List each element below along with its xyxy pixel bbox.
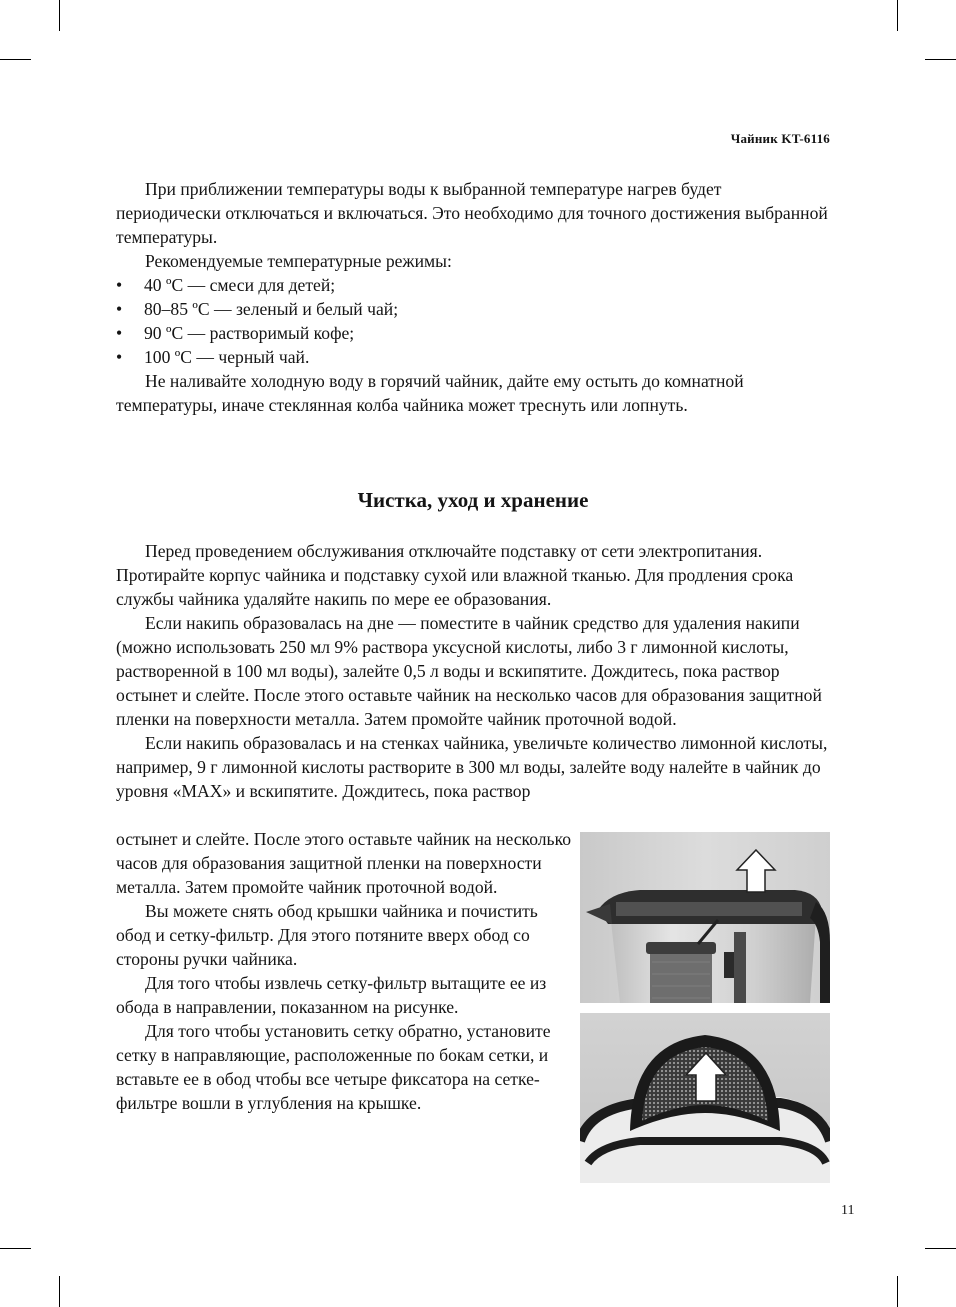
paragraph: Если накипь образовалась на дне — поместите в чайник средство для удаления накипи (можно использовать 250 мл 9% раствора уксусной кислоты, либо 3 г лимонной кислоты, растворенной в 100 мл воды), залейте 0,5 л воды и вскипятите. Дождитесь, пока раствор остынет и слейте. После этого оставьте чайник на несколько часов для образования защитной пленки на поверхности металла. Затем промойте чайник проточной водой. bbox=[116, 613, 822, 729]
paragraph: Вы можете снять обод крышки чайника и почистить обод и сетку-фильтр. Для этого потяните вверх обод со стороны ручки чайника. bbox=[116, 901, 538, 969]
paragraph: Для того чтобы извлечь сетку-фильтр вытащите ее из обода в направлении, показанном на рисунке. bbox=[116, 973, 547, 1017]
crop-mark bbox=[59, 0, 60, 31]
running-header: Чайник KT-6116 bbox=[730, 131, 830, 146]
list-item: • 100 ºС — черный чай. bbox=[116, 345, 830, 369]
paragraph: Для того чтобы установить сетку обратно, установите сетку в направляющие, расположенные по бокам сетки, и вставьте ее в обод чтобы все четыре фиксатора на сетке-фильтре вошли в углубления на крышке. bbox=[116, 1021, 551, 1113]
paragraph: Перед проведением обслуживания отключайте подставку от сети электропитания. Протирайте корпус чайника и подставку сухой или влажной тканью. Для продления срока службы чайника удаляйте накипь по мере ее образования. bbox=[116, 541, 794, 609]
crop-mark bbox=[0, 59, 31, 60]
crop-mark bbox=[925, 1248, 956, 1249]
crop-mark bbox=[897, 0, 898, 31]
crop-mark bbox=[897, 1276, 898, 1307]
page-number: 11 bbox=[841, 1203, 855, 1218]
crop-mark bbox=[925, 59, 956, 60]
crop-mark bbox=[59, 1276, 60, 1307]
section-title: Чистка, уход и хранение bbox=[357, 488, 589, 512]
crop-mark bbox=[0, 1248, 31, 1249]
paragraph: Если накипь образовалась и на стенках чайника, увеличьте количество лимонной кислоты, например, 9 г лимонной кислоты растворите в 300 мл воды, залейте воду налейте в чайник до уровня «MAX» и вскипятите. Дождитесь, пока раствор bbox=[116, 733, 828, 801]
list-item: • 40 ºС — смеси для детей; bbox=[116, 273, 830, 297]
section-body bbox=[116, 539, 830, 803]
list-item: • 90 ºС — растворимый кофе; bbox=[116, 321, 830, 345]
paragraph: При приближении температуры воды к выбранной температуре нагрев будет периодически отключаться и включаться. Это необходимо для точного достижения выбранной температуры. bbox=[116, 179, 828, 247]
filter-mesh-photo bbox=[580, 1013, 830, 1183]
paragraph: Не наливайте холодную воду в горячий чайник, дайте ему остыть до комнатной температуры, иначе стеклянная колба чайника может треснуть или лопнуть. bbox=[116, 371, 744, 415]
paragraph: Рекомендуемые температурные режимы: bbox=[145, 251, 452, 271]
temperature-modes-list bbox=[116, 273, 830, 369]
kettle-photo bbox=[580, 832, 830, 1003]
list-item: • 80–85 ºС — зеленый и белый чай; bbox=[116, 297, 830, 321]
wrapped-text-column bbox=[116, 827, 572, 1115]
intro-block bbox=[116, 177, 830, 417]
paragraph: остынет и слейте. После этого оставьте чайник на несколько часов для образования защитной пленки на поверхности металла. Затем промойте чайник проточной водой. bbox=[116, 829, 572, 897]
